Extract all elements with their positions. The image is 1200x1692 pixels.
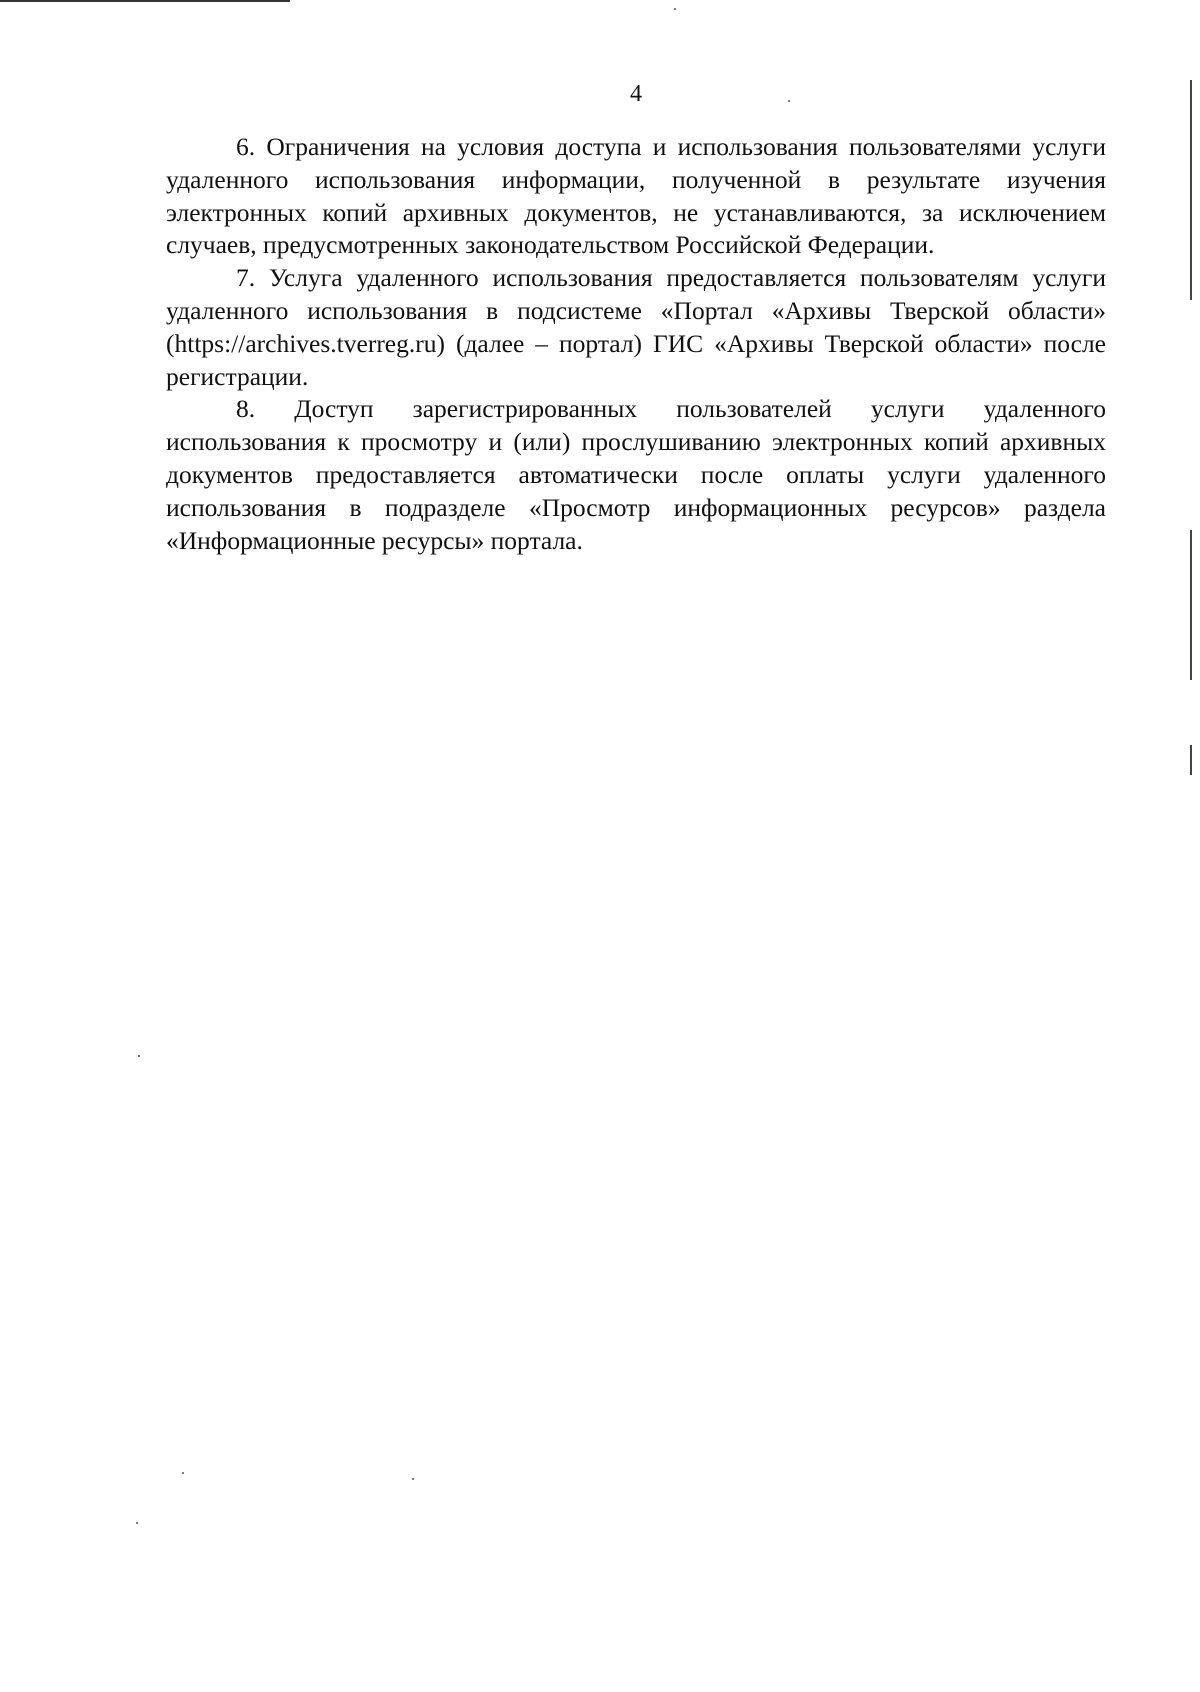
paragraph-7: 7. Услуга удаленного использования предоставляется пользователям услуги удаленного использования в подсистеме «Портал «Архивы Тверской области» (https://archives.tverreg.ru) (далее – портал) ГИС «Архивы Тверской области» после регистрации. [166, 263, 1106, 391]
scan-edge-mark [0, 0, 290, 2]
scan-edge-mark [1190, 530, 1192, 680]
scan-speck [138, 1055, 140, 1057]
document-body [166, 131, 1106, 557]
scan-speck [182, 1472, 184, 1474]
paragraph-8: 8. Доступ зарегистрированных пользователей услуги удаленного использования к просмотру и (или) прослушиванию электронных копий архивных документов предоставляется автоматически после оплаты услуги удаленного использования в подразделе «Просмотр информационных ресурсов» раздела «Информационные ресурсы» портала. [166, 394, 1106, 555]
paragraph-6: 6. Ограничения на условия доступа и использования пользователями услуги удаленного использования информации, полученной в результате изучения электронных копий архивных документов, не устанавливаются, за исключением случаев, предусмотренных законодательством Российской Федерации. [166, 132, 1106, 260]
scan-edge-mark [1190, 80, 1192, 300]
page-number: 4 [630, 81, 642, 107]
scan-edge-mark [1190, 745, 1192, 775]
scan-speck [412, 1478, 414, 1480]
scan-speck [674, 8, 676, 10]
scan-speck [136, 1522, 138, 1524]
